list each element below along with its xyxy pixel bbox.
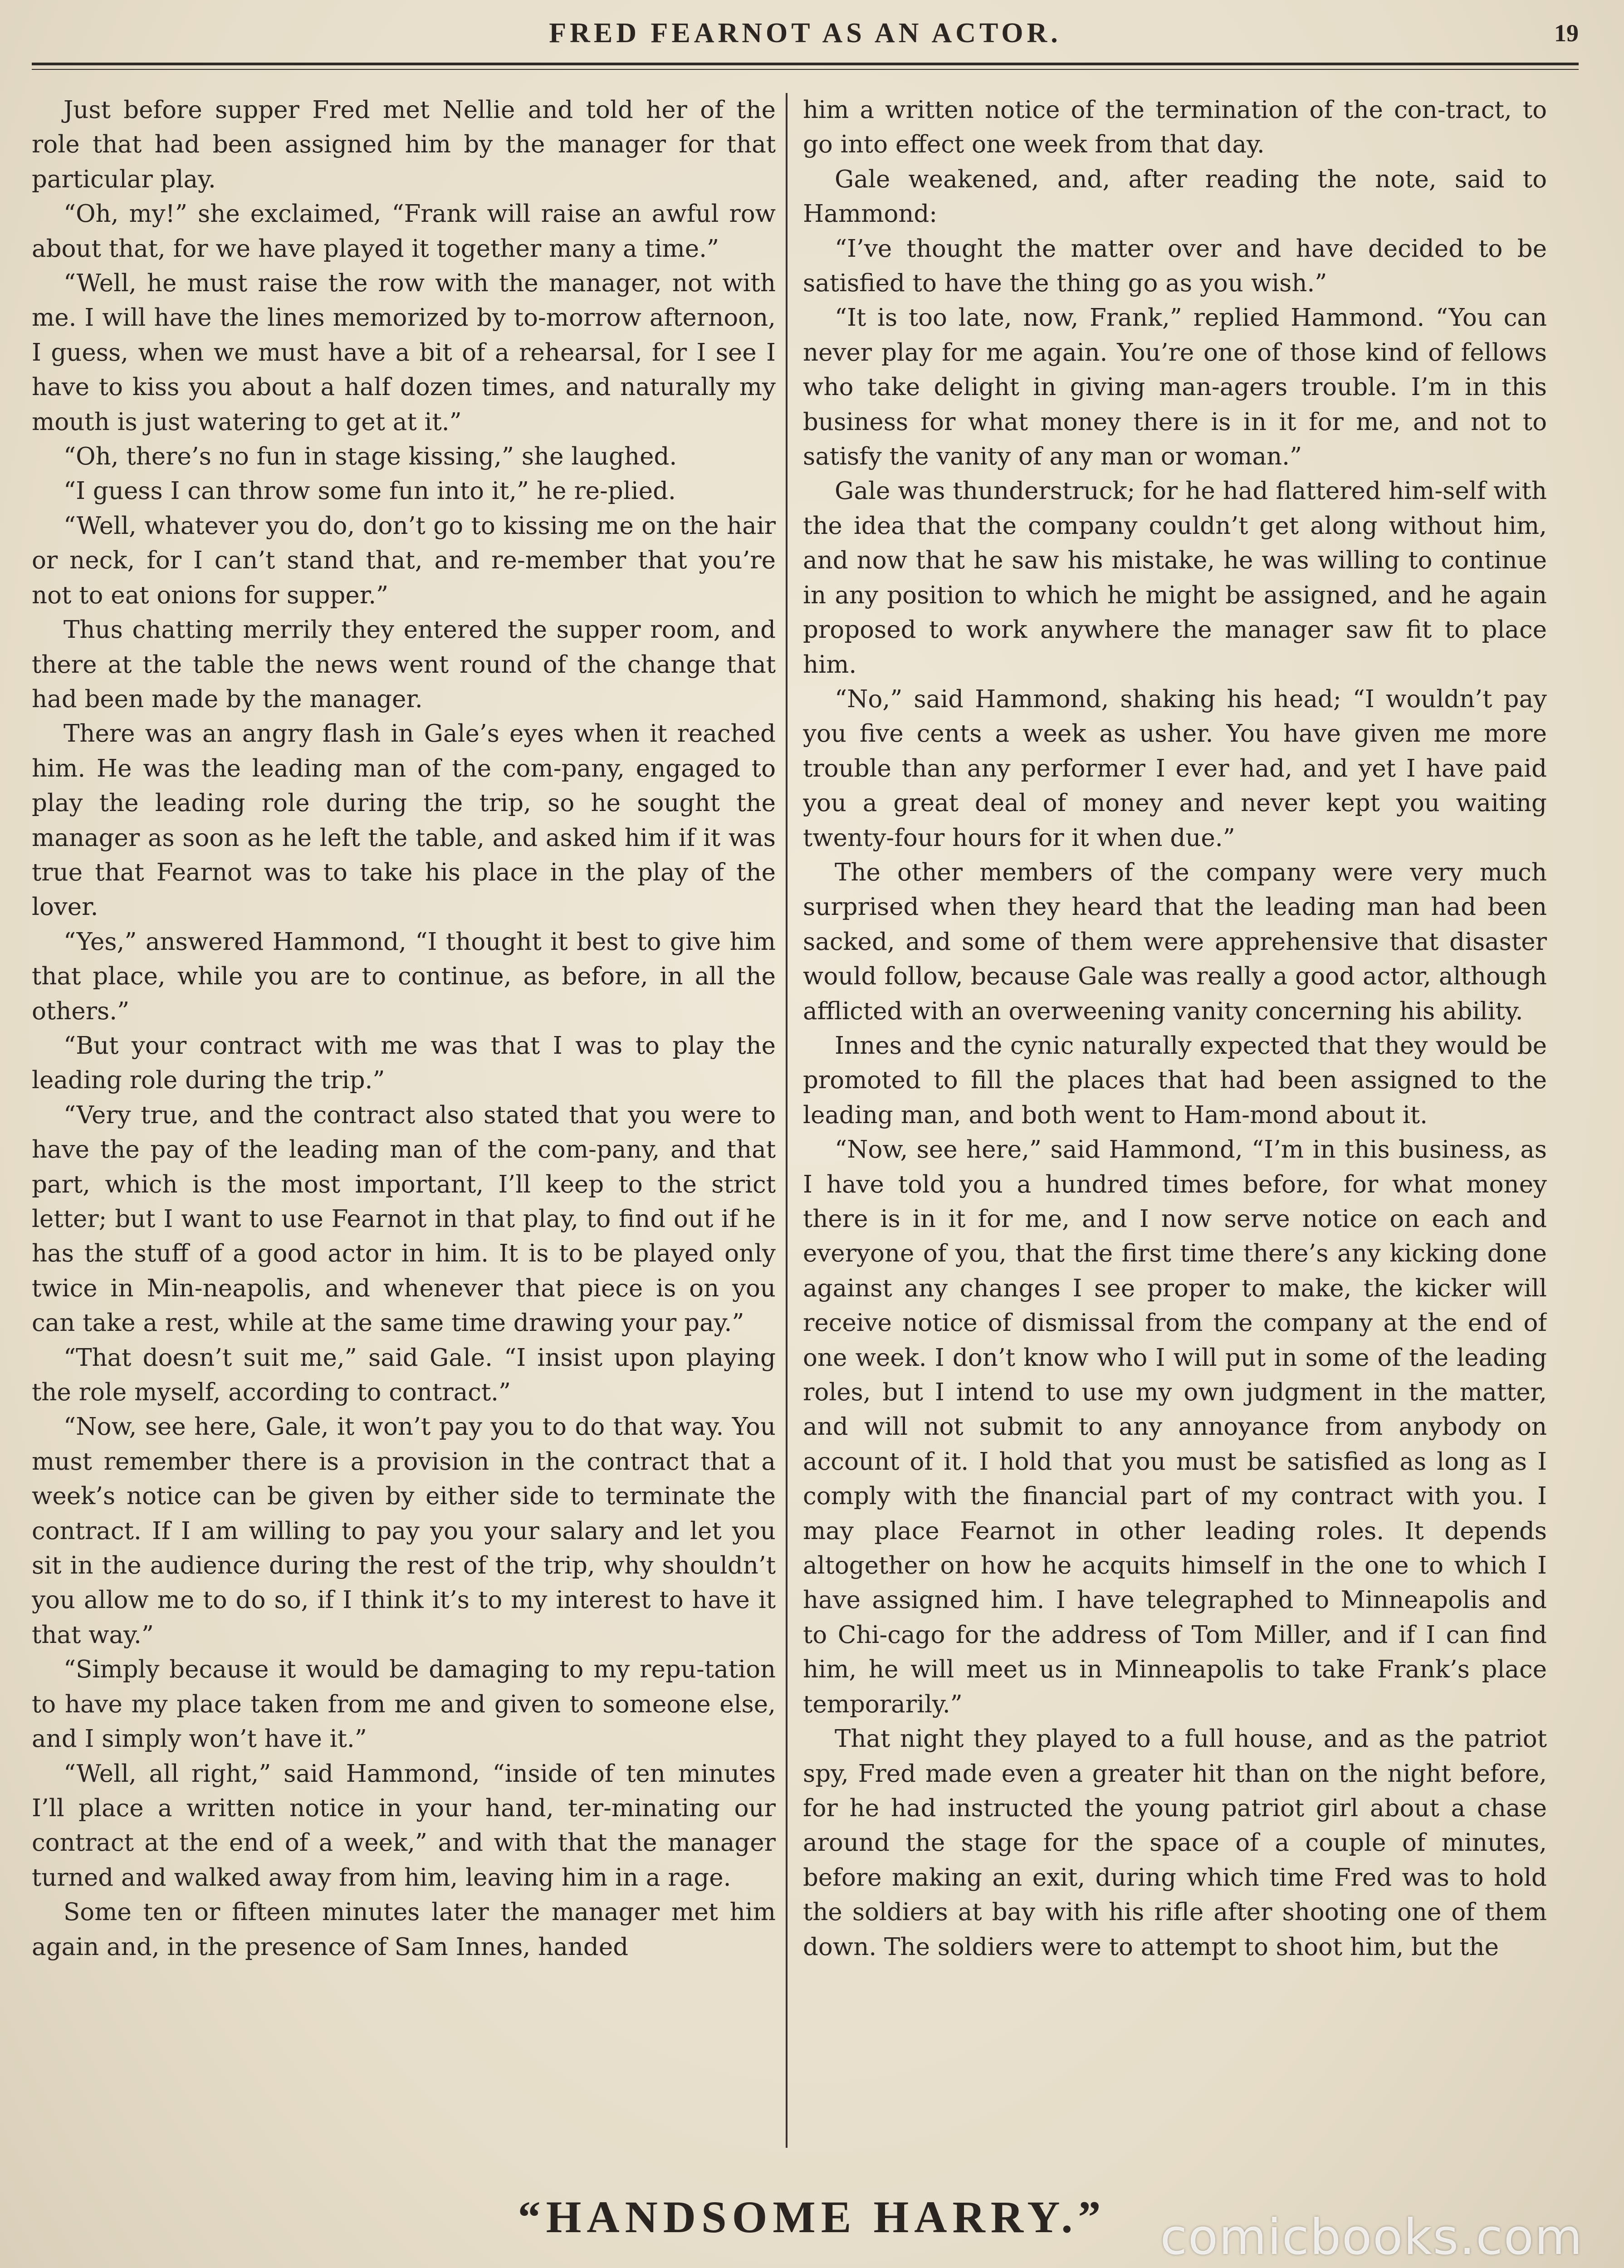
paragraph: “I guess I can throw some fun into it,” he re-plied. [64,477,676,505]
watermark: comicbooks.com [1160,2209,1583,2266]
paragraph: “But your contract with me was that I was to play the leading role during the trip.” [32,1031,776,1095]
paragraph: “Now, see here, Gale, it won’t pay you to do that way. You must remember there is a provision in the contract that a week’s notice can be given by either side to terminate the contract. If I am willing to pay you your salary and let you sit in the audience during the rest of the trip, why shouldn’t you allow me to do so, if I think it’s to my interest to have it that way.” [32,1413,776,1649]
paragraph: The other members of the company were very much surprised when they heard that the leading man had been sacked, and some of them were apprehensive that disaster would follow, because Gale was really a good actor, although afflicted with an overweening vanity concerning his ability. [803,858,1547,1025]
paragraph: “Well, he must raise the row with the manager, not with me. I will have the lines memorized by to-morrow afternoon, I guess, when we must have a bit of a rehearsal, for I see I have to kiss you about a half dozen times, and naturally my mouth is just watering to get at it.” [32,269,776,436]
paragraph: Innes and the cynic naturally expected that they would be promoted to fill the places that had been assigned to the leading man, and both went to Ham-mond about it. [803,1031,1547,1129]
paragraph: “It is too late, now, Frank,” replied Hammond. “You can never play for me again. You’re one of those kind of fellows who take delight in giving man-agers trouble. I’m in this business for what money there is in it for me, and not to satisfy the vanity of any man or woman.” [803,304,1547,471]
paragraph: There was an angry flash in Gale’s eyes when it reached him. He was the leading man of the com-pany, engaged to play the leading role during the trip, so he sought the manager as soon as he left the table, and asked him if it was true that Fearnot was to take his place in the play of the lover. [32,720,776,921]
header-rule-thin [32,69,1579,70]
paragraph: That night they played to a full house, and as the patriot spy, Fred made even a greater hit than on the night before, for he had instructed the young patriot girl about a chase around the stage for the space of a couple of minutes, before making an exit, during which time Fred was to hold the soldiers at bay with his rifle after shooting one of them down. The soldiers were to attempt to shoot him, but the [803,1725,1547,1961]
running-title: FRED FEARNOT AS AN ACTOR. [549,18,1061,49]
right-column [803,93,1547,2152]
left-column [32,93,776,2152]
page-number: 19 [1554,20,1579,47]
paragraph: “Now, see here,” said Hammond, “I’m in this business, as I have told you a hundred times before, for what money there is in it for me, and I now serve notice on each and everyone of you, that the first time there’s any kicking done against any changes I see proper to make, the kicker will receive notice of dismissal from the company at the end of one week. I don’t know who I will put in some of the leading roles, but I intend to use my own judgment in the matter, and will not submit to any annoyance from anybody on account of it. I hold that you must be satisfied as long as I comply with the financial part of my contract with you. I may place Fearnot in other leading roles. It depends altogether on how he acquits himself in the one to which I have assigned him. I have telegraphed to Minneapolis and to Chi-cago for the address of Tom Miller, and if I can find him, he will meet us in Minneapolis to take Frank’s place temporarily.” [803,1136,1547,1718]
paragraph: “That doesn’t suit me,” said Gale. “I insist upon playing the role myself, according to contract.” [32,1344,776,1407]
paragraph: “Oh, my!” she exclaimed, “Frank will raise an awful row about that, for we have played it together many a time.” [32,200,776,263]
paragraph: “I’ve thought the matter over and have decided to be satisfied to have the thing go as you wish.” [803,235,1547,298]
paragraph: him a written notice of the termination of the con-tract, to go into effect one week from that day. [803,96,1547,159]
paragraph: “Well, all right,” said Hammond, “inside of ten minutes I’ll place a written notice in your hand, ter-minating our contract at the end of a week,” and with that the manager turned and walked away from him, leaving him in a rage. [32,1760,776,1892]
paragraph: “Very true, and the contract also stated that you were to have the pay of the leading man of the com-pany, and that part, which is the most important, I’ll keep to the strict letter; but I want to use Fearnot in that play, to find out if he has the stuff of a good actor in him. It is to be played only twice in Min-neapolis, and whenever that piece is on you can take a rest, while at the same time drawing your pay.” [32,1101,776,1337]
paragraph: Some ten or fifteen minutes later the manager met him again and, in the presence of Sam Innes, handed [32,1898,776,1961]
paragraph: Thus chatting merrily they entered the supper room, and there at the table the news went round of the change that had been made by the manager. [32,616,776,713]
paragraph: “Simply because it would be damaging to my repu-tation to have my place taken from me and given to someone else, and I simply won’t have it.” [32,1656,776,1753]
paragraph: Just before supper Fred met Nellie and told her of the role that had been assigned him by the manager for that particular play. [32,96,776,193]
paragraph: Gale was thunderstruck; for he had flattered him-self with the idea that the company couldn’t get along without him, and now that he saw his mistake, he was willing to continue in any position to which he might be assigned, and he again proposed to work anywhere the manager saw fit to place him. [803,477,1547,679]
paragraph: “Yes,” answered Hammond, “I thought it best to give him that place, while you are to continue, as before, in all the others.” [32,928,776,1025]
paragraph: “No,” said Hammond, shaking his head; “I wouldn’t pay you five cents a week as usher. You have given me more trouble than any performer I ever had, and yet I have paid you a great deal of money and never kept you waiting twenty-four hours for it when due.” [803,685,1547,852]
column-divider [786,93,788,2148]
paragraph: “Well, whatever you do, don’t go to kissing me on the hair or neck, for I can’t stand that, and re-member that you’re not to eat onions for supper.” [32,512,776,609]
paragraph: Gale weakened, and, after reading the note, said to Hammond: [803,165,1547,228]
paragraph: “Oh, there’s no fun in stage kissing,” she laughed. [64,443,677,471]
page-header [32,9,1579,64]
footer-title: “HANDSOME HARRY.” [518,2192,1106,2242]
header-rule-thick [32,63,1579,65]
